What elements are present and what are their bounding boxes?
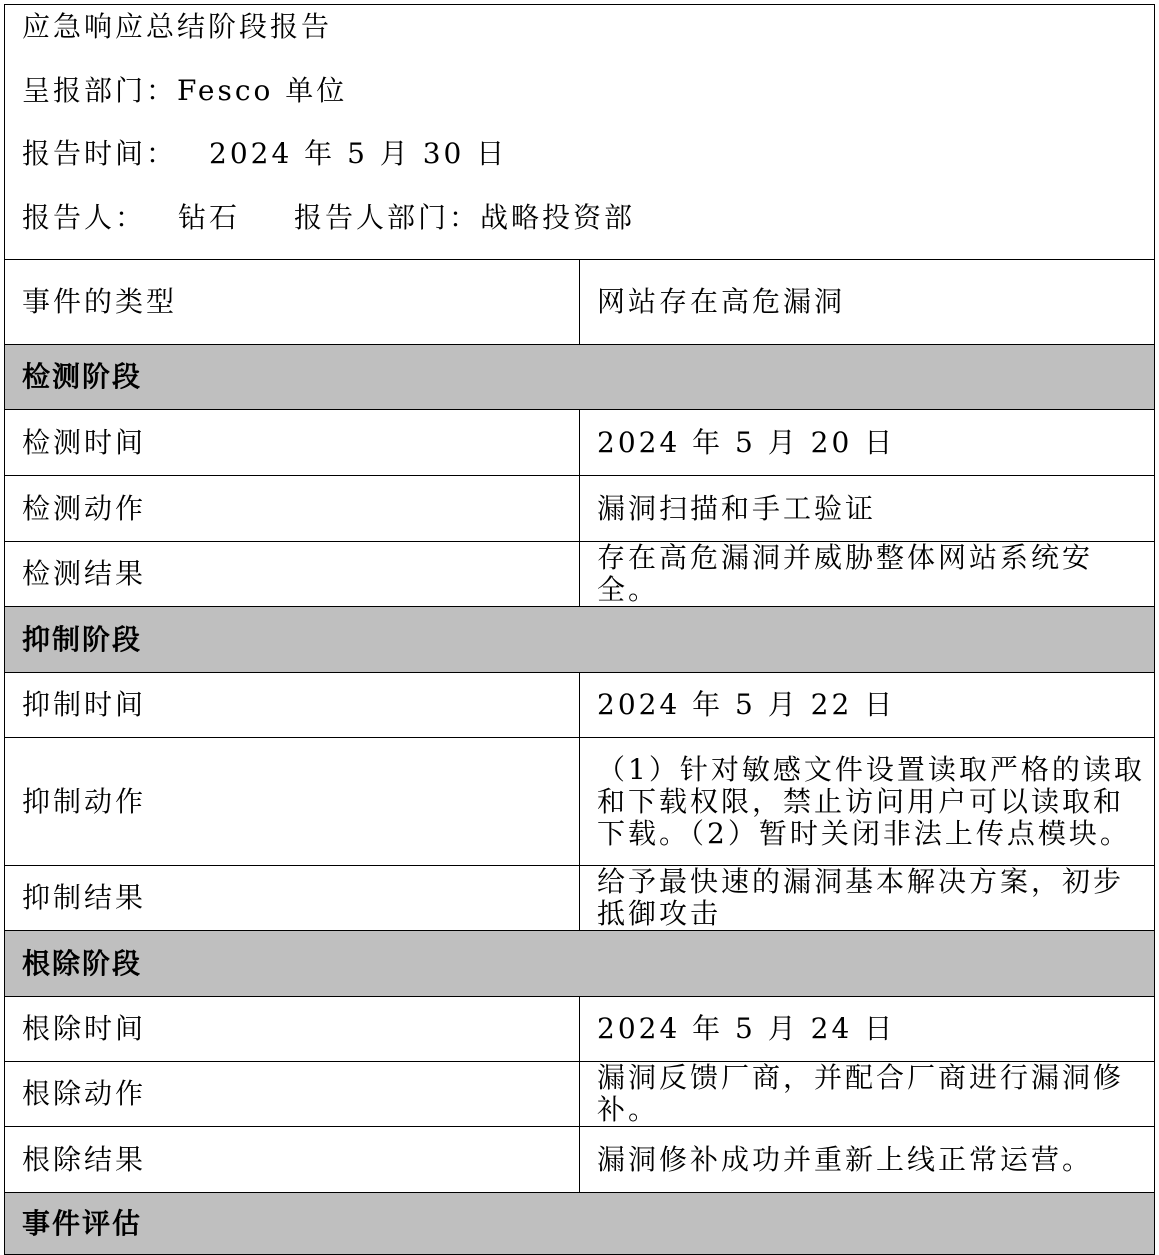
report-time-label: 报告时间： [22,137,178,170]
report-time-value: 2024 年 5 月 30 日 [209,137,508,170]
section-eradication-title: 根除阶段 [5,931,1155,997]
event-type-row [5,260,1155,345]
reporting-department-value: Fesco 单位 [177,73,348,107]
reporter [22,196,1154,260]
detection-time-row [5,410,1155,476]
containment-action-value: （1）针对敏感文件设置读取严格的读取和下载权限，禁止访问用户可以读取和下载。（2）暂时关闭非法上传点模块。 [580,738,1155,866]
report-header-row [5,5,1155,260]
section-containment-title: 抑制阶段 [5,607,1155,673]
eradication-action-label: 根除动作 [5,1062,580,1127]
reporter-dept-label: 报告人部门： [294,200,481,234]
section-detection [5,345,1155,410]
detection-result-value: 存在高危漏洞并威胁整体网站系统安全。 [580,542,1155,607]
eradication-action-row [5,1062,1155,1127]
containment-time-label: 抑制时间 [5,673,580,738]
detection-time-value: 2024 年 5 月 20 日 [580,410,1155,476]
detection-time-label: 检测时间 [5,410,580,476]
reporting-department-label: 呈报部门： [22,73,178,107]
section-containment [5,607,1155,673]
section-eradication [5,931,1155,997]
report-time [22,132,1154,196]
report-title: 应急响应总结阶段报告 [22,10,333,43]
report-header [5,5,1155,260]
eradication-time-label: 根除时间 [5,997,580,1062]
detection-action-label: 检测动作 [5,476,580,542]
section-assessment [5,1193,1155,1255]
eradication-result-value: 漏洞修补成功并重新上线正常运营。 [580,1127,1155,1193]
detection-result-label: 检测结果 [5,542,580,607]
incident-report-table [4,4,1155,1255]
detection-action-value: 漏洞扫描和手工验证 [580,476,1155,542]
section-assessment-title: 事件评估 [5,1193,1155,1255]
eradication-result-label: 根除结果 [5,1127,580,1193]
reporter-value: 钻石 [178,200,241,234]
detection-action-row [5,476,1155,542]
containment-time-value: 2024 年 5 月 22 日 [580,673,1155,738]
section-detection-title: 检测阶段 [5,345,1155,410]
eradication-action-value: 漏洞反馈厂商，并配合厂商进行漏洞修补。 [580,1062,1155,1127]
containment-result-value: 给予最快速的漏洞基本解决方案，初步抵御攻击 [580,866,1155,931]
eradication-time-row [5,997,1155,1062]
event-type-value: 网站存在高危漏洞 [580,260,1155,345]
reporter-label: 报告人： [22,200,147,234]
containment-result-label: 抑制结果 [5,866,580,931]
event-type-label: 事件的类型 [5,260,580,345]
eradication-time-value: 2024 年 5 月 24 日 [580,997,1155,1062]
containment-action-row [5,738,1155,866]
eradication-result-row [5,1127,1155,1193]
reporting-department [22,69,1154,133]
containment-result-row [5,866,1155,931]
reporter-dept-value: 战略投资部 [480,200,636,234]
detection-result-row [5,542,1155,607]
containment-action-label: 抑制动作 [5,738,580,866]
containment-time-row [5,673,1155,738]
